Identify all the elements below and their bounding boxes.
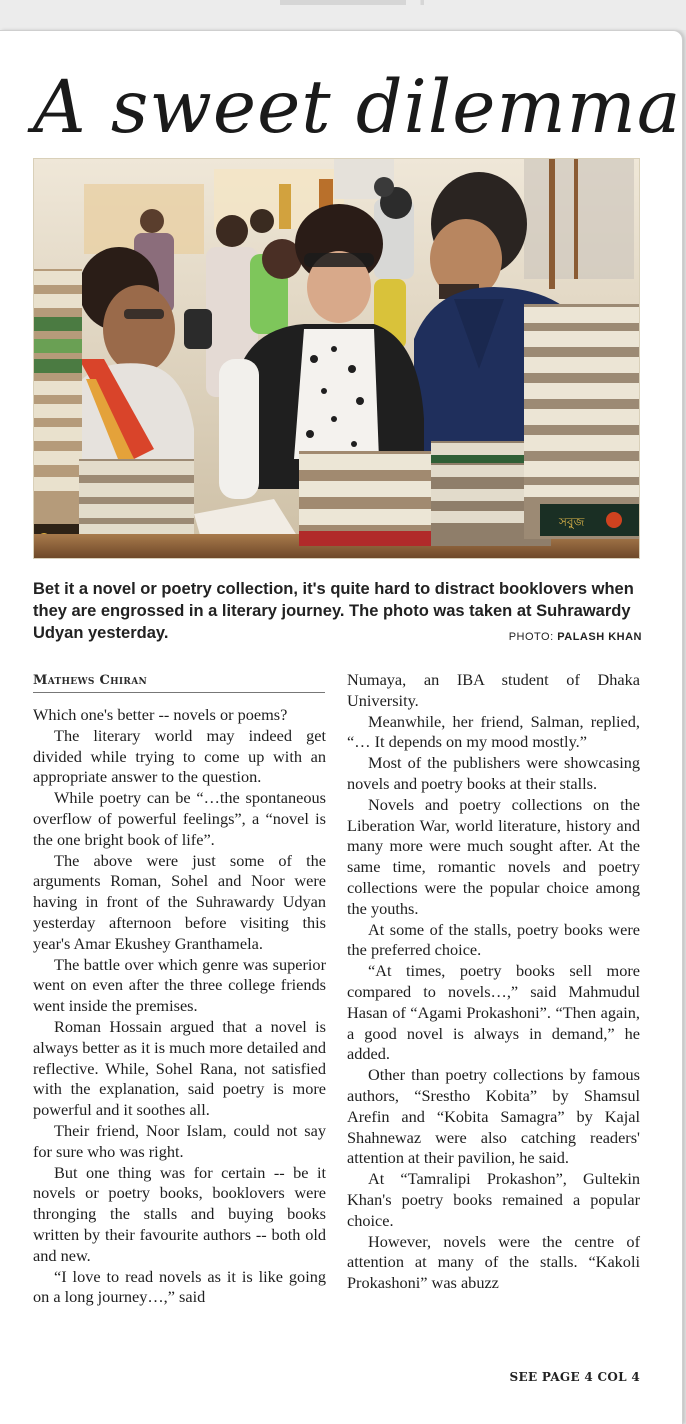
paragraph: At some of the stalls, poetry books were the preferred choice. <box>347 919 640 960</box>
article-column-right <box>347 670 640 1294</box>
continued-on-page-link[interactable]: SEE PAGE 4 COL 4 <box>509 1370 640 1384</box>
paragraph: Meanwhile, her friend, Salman, replied, “… It depends on my mood mostly.” <box>347 711 640 752</box>
front-book-stack-center <box>299 451 431 546</box>
photo-credit <box>490 631 642 643</box>
book-fair-photo <box>34 159 640 559</box>
paragraph: Which one's better -- novels or poems? <box>33 705 288 724</box>
book-spine-text: সবুজ <box>559 515 585 529</box>
paragraph: Most of the publishers were showcasing novels and poetry books at their stalls. <box>347 753 640 793</box>
tall-book-stack-right <box>524 304 640 539</box>
credit-name: PALASH KHAN <box>557 631 642 643</box>
paragraph: At “Tamralipi Prokashon”, Gultekin Khan's poetry books remained a popular choice. <box>347 1169 640 1230</box>
cropped-header-fragment <box>280 0 460 5</box>
paragraph: Other than poetry collections by famous authors, “Srestho Kobita” by Shamsul Arefin and “Kobita Samagra” by Kajal Shahnewaz were also catching readers' attention at their pavilion, he said. <box>347 1065 640 1168</box>
left-book-stack <box>34 269 82 559</box>
paragraph: “I love to read novels as it is like going on a long journey…,” said <box>33 1266 326 1307</box>
article-column-left <box>33 705 326 1308</box>
paragraph: The above were just some of the arguments Roman, Sohel and Noor were having in front of the Suhrawardy Udyan yesterday afternoon before visiting this year's Amar Ekushey Granthamela. <box>33 850 326 953</box>
paragraph: The literary world may indeed get divided while trying to come up with an appropriate answer to the question. <box>33 725 326 787</box>
credit-label: PHOTO: <box>508 631 554 643</box>
paragraph: Their friend, Noor Islam, could not say for sure who was right. <box>33 1120 326 1161</box>
paragraph: While poetry can be “…the spontaneous overflow of powerful feelings”, a “novel is the one bright book of life”. <box>33 788 326 849</box>
byline: Mathews Chiran <box>33 673 325 693</box>
paragraph: But one thing was for certain -- be it novels or poetry books, booklovers were thronging the stalls and buying books written by their favourite authors -- both old and new. <box>33 1162 326 1265</box>
paragraph: Numaya, an IBA student of Dhaka University. <box>347 670 640 710</box>
news-photo <box>33 158 640 559</box>
caption-text: Bet it a novel or poetry collection, it's quite hard to distract booklovers when they are engrossed in a literary journey. The photo was taken at Suhrawardy Udyan yesterday. <box>33 580 634 642</box>
page-top-margin <box>0 0 686 30</box>
paragraph: “At times, poetry books sell more compared to novels…,” said Mahmudul Hasan of “Agami Prokashoni”. “Then again, a good novel is always in demand,” he added. <box>347 961 640 1064</box>
paragraph: Roman Hossain argued that a novel is always better as it is much more detailed and reflective. While, Sohel Rana, not satisfied with the explanation, said poetry is more powerful and it soothes all. <box>33 1016 326 1120</box>
headline: A sweet dilemma <box>33 65 682 150</box>
paragraph: The battle over which genre was superior went on even after the three college friends went inside the premises. <box>33 954 326 1016</box>
paragraph: However, novels were the centre of attention at many of the stalls. “Kakoli Prokashoni” was abuzz <box>347 1231 640 1293</box>
paragraph: Novels and poetry collections on the Liberation War, world literature, history and many more were much sought after. At the same time, romantic novels and poetry collections were the popular choice among the youths. <box>347 794 640 918</box>
